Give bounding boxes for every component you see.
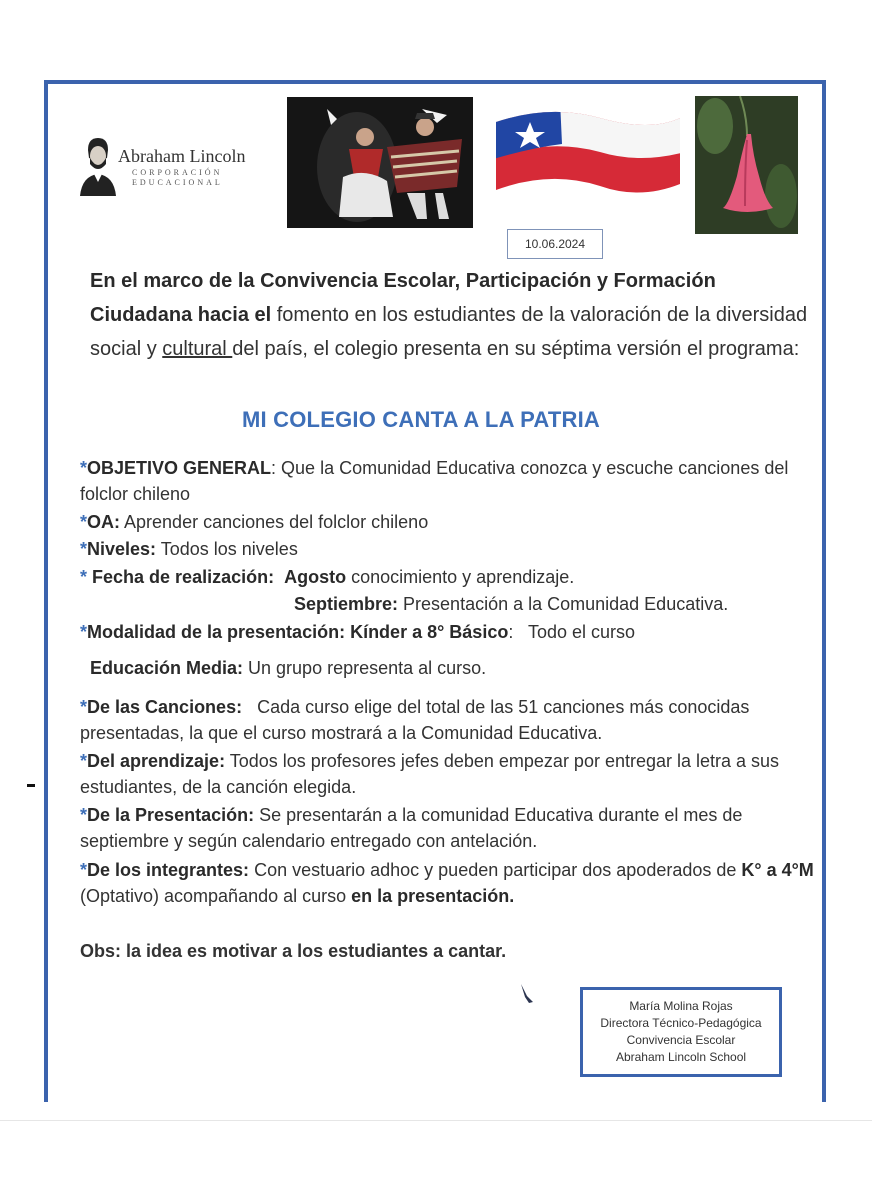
modalidad-text: : Todo el curso <box>508 622 636 642</box>
oa-text: Aprender canciones del folclor chileno <box>120 512 429 532</box>
aprendizaje-label: Del aprendizaje: <box>87 751 226 771</box>
item-canciones <box>80 694 820 746</box>
logo-subtitle-line2: EDUCACIONAL <box>132 178 223 187</box>
modalidad-label: Modalidad de la presentación: Kínder a 8° Básico <box>87 622 509 642</box>
asterisk: * <box>80 805 88 825</box>
signature-school: Abraham Lincoln School <box>615 1050 747 1064</box>
item-objetivo <box>80 455 820 507</box>
aprendizaje-text: Todos los profesores jefes deben empezar por entregar la letra a sus estudiantes, de la canción elegida. <box>80 751 780 797</box>
integrantes-label: De los integrantes: <box>87 860 250 880</box>
logo-name: Abraham Lincoln <box>118 146 246 166</box>
item-aprendizaje <box>80 748 820 800</box>
item-presentacion <box>80 802 820 854</box>
chilean-flag-image <box>490 100 685 210</box>
agosto-label: Agosto <box>284 567 347 587</box>
asterisk: * <box>80 567 88 587</box>
asterisk: * <box>80 622 88 642</box>
intro-underlined: cultural <box>162 338 233 360</box>
asterisk: * <box>80 512 88 532</box>
integrantes-bold-d: en la presentación. <box>351 886 515 906</box>
cueca-dancers-photo <box>287 97 473 228</box>
scan-edge-line <box>0 1120 872 1121</box>
fecha-label: Fecha de realización: <box>87 567 275 587</box>
canciones-text: Cada curso elige del total de las 51 canciones más conocidas presentadas, la que el curso mostrará a la Comunidad Educativa. <box>80 697 755 743</box>
logo-subtitle <box>132 168 223 188</box>
asterisk: * <box>80 860 88 880</box>
objetivo-label: OBJETIVO GENERAL <box>87 458 272 478</box>
item-niveles <box>80 536 820 562</box>
objetivo-text: : Que la Comunidad Educativa conozca y escuche canciones del folclor chileno <box>80 458 789 504</box>
intro-text-b: del país, el colegio presenta en su séptima versión el programa: <box>232 338 800 360</box>
signature-department: Convivencia Escolar <box>626 1033 736 1047</box>
septiembre-text: Presentación a la Comunidad Educativa. <box>398 594 729 614</box>
intro-paragraph <box>90 264 810 366</box>
niveles-label: Niveles: <box>87 539 157 559</box>
item-integrantes <box>80 857 820 909</box>
item-oa <box>80 509 820 535</box>
school-logo <box>78 136 258 200</box>
canciones-label: De las Canciones: <box>87 697 243 717</box>
integrantes-bold-b: K° a 4°M <box>741 860 814 880</box>
observation <box>80 938 820 964</box>
lincoln-portrait-icon <box>78 136 118 198</box>
intro-text-a: fomento en los estudiantes de la valoración de la diversidad social y <box>90 304 808 360</box>
asterisk: * <box>80 539 88 559</box>
date-badge: 10.06.2024 <box>507 229 603 259</box>
obs-text: : la idea es motivar a los estudiantes a cantar. <box>115 941 507 961</box>
integrantes-text-c: (Optativo) acompañando al curso <box>80 886 352 906</box>
asterisk: * <box>80 458 88 478</box>
agosto-text: conocimiento y aprendizaje. <box>346 567 575 587</box>
signature-box <box>580 987 782 1077</box>
presentacion-text: Se presentarán a la comunidad Educativa durante el mes de septiembre y según calendario entregado con antelación. <box>80 805 743 851</box>
obs-label: Obs <box>80 941 116 961</box>
item-septiembre <box>294 591 814 617</box>
scan-mark-icon <box>518 982 536 1006</box>
presentacion-label: De la Presentación: <box>87 805 255 825</box>
asterisk: * <box>80 751 88 771</box>
scan-dash-mark <box>27 784 35 787</box>
integrantes-text-a: Con vestuario adhoc y pueden participar dos apoderados de <box>249 860 742 880</box>
septiembre-label: Septiembre: <box>294 594 399 614</box>
signature-name: María Molina Rojas <box>629 999 733 1013</box>
logo-subtitle-line1: CORPORACIÓN <box>132 168 223 177</box>
item-fecha <box>80 564 820 590</box>
item-modalidad <box>80 619 820 645</box>
intro-bold: En el marco de la Convivencia Escolar, Participación y Formación Ciudadana hacia el <box>90 270 716 326</box>
item-educacion-media <box>90 655 830 681</box>
program-title: MI COLEGIO CANTA A LA PATRIA <box>242 407 600 432</box>
asterisk: * <box>80 697 88 717</box>
signature-role: Directora Técnico-Pedagógica <box>600 1016 762 1030</box>
media-label: Educación Media: <box>90 658 244 678</box>
media-text: Un grupo representa al curso. <box>243 658 487 678</box>
niveles-text: Todos los niveles <box>156 539 298 559</box>
oa-label: OA: <box>87 512 121 532</box>
copihue-flower-photo <box>695 96 798 234</box>
